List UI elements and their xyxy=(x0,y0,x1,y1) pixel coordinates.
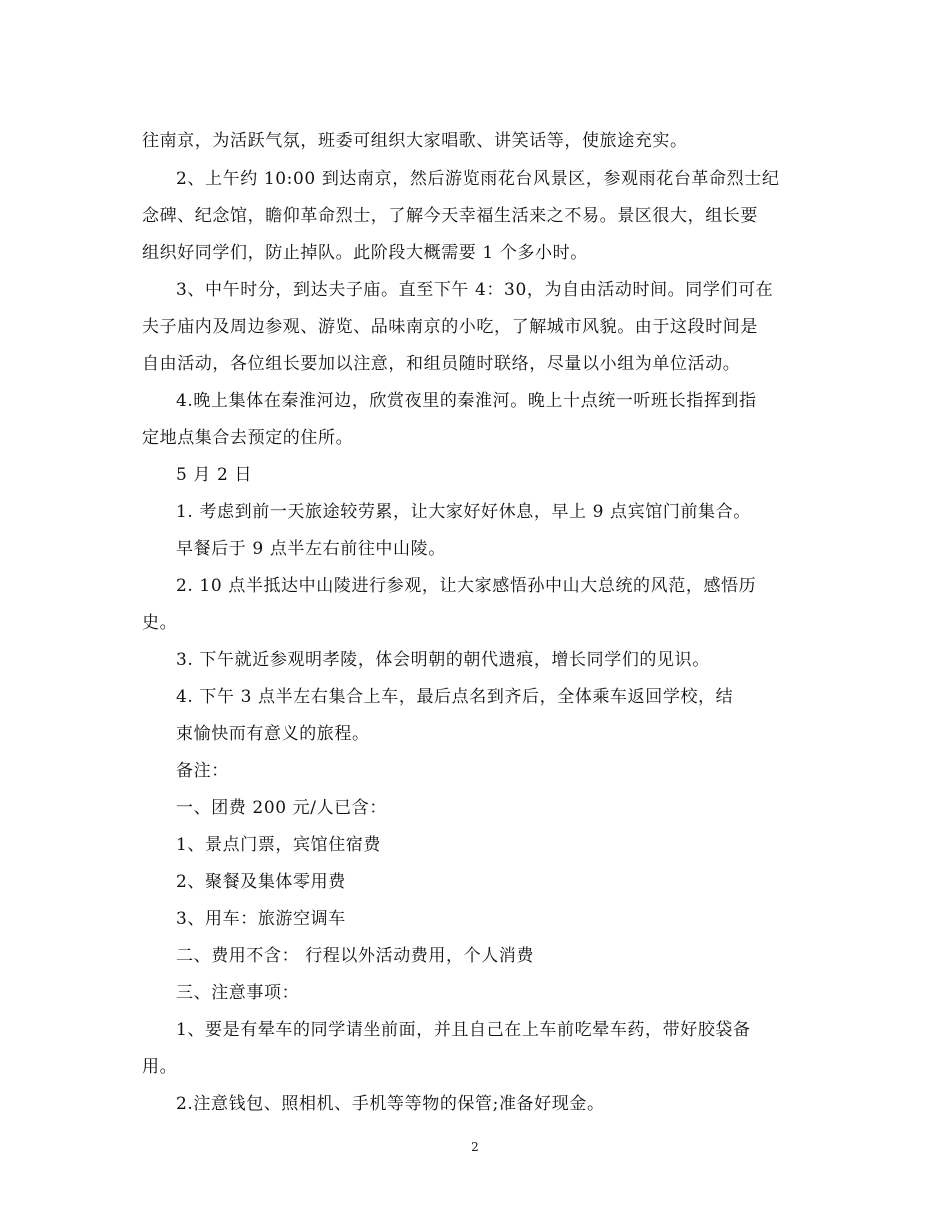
text-line: 夫子庙内及周边参观、游览、品味南京的小吃，了解城市风貌。由于这段时间是 xyxy=(142,317,758,337)
text-line: 2、上午约 10:00 到达南京，然后游览雨花台风景区，参观雨花台革命烈士纪 xyxy=(176,169,780,189)
text-line: 早餐后于 9 点半左右前往中山陵。 xyxy=(176,539,446,559)
text-line: 念碑、纪念馆，瞻仰革命烈士，了解今天幸福生活来之不易。景区很大，组长要 xyxy=(142,206,758,226)
text-line: 1、景点门票，宾馆住宿费 xyxy=(176,835,382,855)
text-line: 1、要是有晕车的同学请坐前面，并且自己在上车前吃晕车药，带好胶袋备 xyxy=(176,1020,751,1040)
text-line: 2、聚餐及集体零用费 xyxy=(176,872,346,892)
text-line: 一、团费 200 元/人已含： xyxy=(176,798,387,818)
text-line: 3. 下午就近参观明孝陵，体会明朝的朝代遗痕，增长同学们的见识。 xyxy=(176,650,710,670)
text-line: 4. 下午 3 点半左右集合上车，最后点名到齐后，全体乘车返回学校，结 xyxy=(176,687,734,707)
text-line: 3、中午时分，到达夫子庙。直至下午 4：30，为自由活动时间。同学们可在 xyxy=(176,280,774,300)
date-heading: 5 月 2 日 xyxy=(176,465,253,485)
text-line: 2.注意钱包、照相机、手机等等物的保管;准备好现金。 xyxy=(176,1094,605,1114)
notes-heading: 备注： xyxy=(176,761,229,781)
text-line: 1. 考虑到前一天旅途较劳累，让大家好好休息，早上 9 点宾馆门前集合。 xyxy=(176,502,751,522)
text-line: 3、用车：旅游空调车 xyxy=(176,909,346,929)
text-line: 往南京，为活跃气氛，班委可组织大家唱歌、讲笑话等，使旅途充实。 xyxy=(142,131,688,151)
text-line: 组织好同学们，防止掉队。此阶段大概需要 1 个多小时。 xyxy=(142,243,588,263)
text-line: 束愉快而有意义的旅程。 xyxy=(176,724,370,744)
text-line: 用。 xyxy=(142,1057,178,1077)
text-line: 三、注意事项： xyxy=(176,983,300,1003)
text-line: 二、费用不含： 行程以外活动费用，个人消费 xyxy=(176,946,535,966)
text-line: 定地点集合去预定的住所。 xyxy=(142,428,354,448)
page-number: 2 xyxy=(471,1140,479,1154)
text-line: 2. 10 点半抵达中山陵进行参观，让大家感悟孙中山大总统的风范，感悟历 xyxy=(176,576,757,596)
text-line: 史。 xyxy=(142,613,178,633)
text-line: 4.晚上集体在秦淮河边，欣赏夜里的秦淮河。晚上十点统一听班长指挥到指 xyxy=(176,391,757,411)
text-line: 自由活动，各位组长要加以注意，和组员随时联络，尽量以小组为单位活动。 xyxy=(142,354,741,374)
